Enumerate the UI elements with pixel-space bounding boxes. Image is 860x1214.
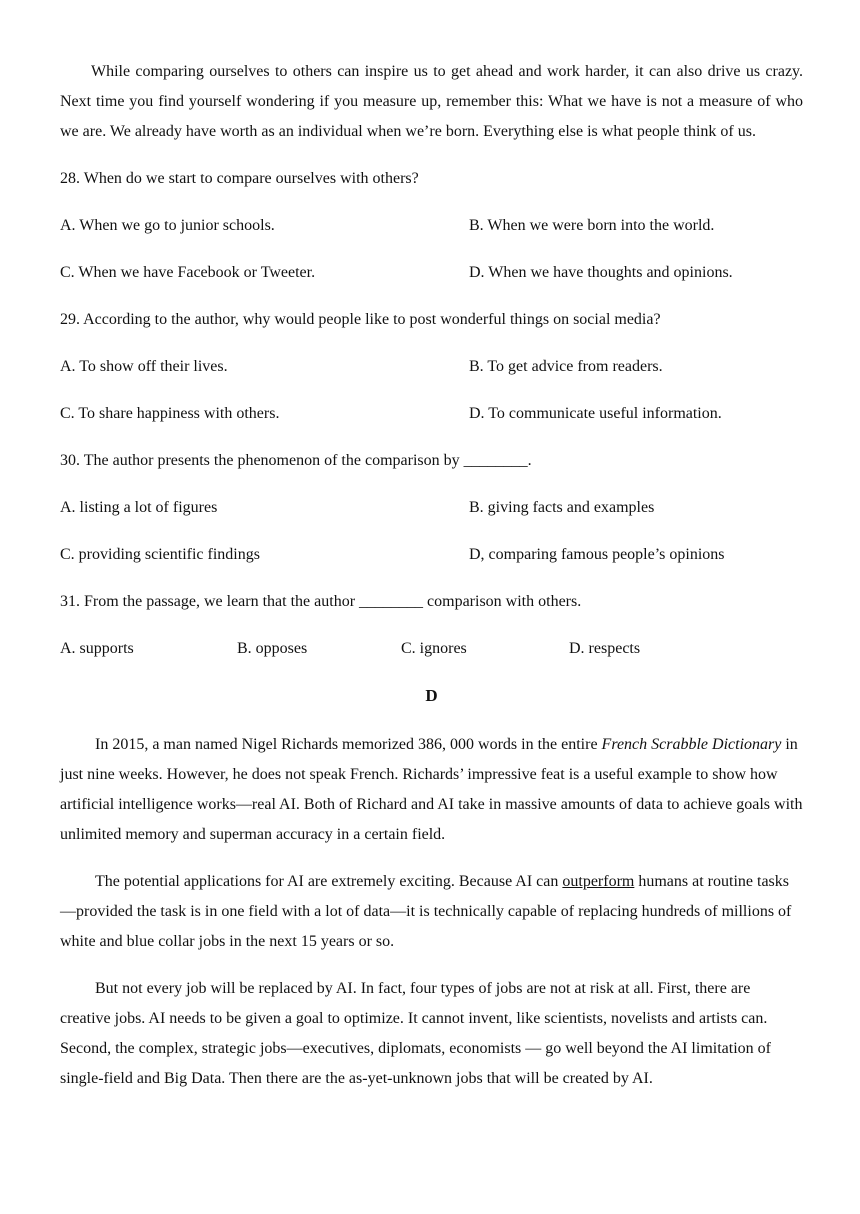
question-30-options-row2 bbox=[60, 540, 803, 570]
paragraph-1-text-a: In 2015, a man named Nigel Richards memorized 386, 000 words in the entire bbox=[95, 736, 602, 753]
paragraph-1-text-b: in just nine weeks. However, he does not speak French. Richards’ impressive feat is a useful example to show how artificial intelligence works—real AI. Both of Richard and AI take in massive amounts of data to achieve goals with unlimited memory and superman accuracy in a certain field. bbox=[60, 736, 803, 843]
underlined-word: outperform bbox=[562, 873, 635, 890]
option-30d: D, comparing famous people’s opinions bbox=[469, 546, 725, 563]
section-d-paragraph-3: But not every job will be replaced by AI. In fact, four types of jobs are not at risk at all. First, there are creative jobs. AI needs to be given a goal to optimize. It cannot invent, like scientists, novelists and artists can. Second, the complex, strategic jobs—executives, diplomats, economists — go well beyond the AI limitation of single-field and Big Data. Then there are the as-yet-unknown jobs that will be created by AI. bbox=[60, 980, 771, 1087]
option-31b: B. opposes bbox=[237, 640, 308, 657]
paragraph-2-text-a: The potential applications for AI are extremely exciting. Because AI can bbox=[95, 873, 563, 890]
question-30-options-row1 bbox=[60, 493, 803, 523]
option-29b: B. To get advice from readers. bbox=[469, 358, 663, 375]
option-29d: D. To communicate useful information. bbox=[469, 405, 722, 422]
option-28c: C. When we have Facebook or Tweeter. bbox=[60, 264, 316, 281]
section-d-paragraph-2 bbox=[60, 867, 803, 957]
option-28d: D. When we have thoughts and opinions. bbox=[469, 264, 733, 281]
section-d-paragraph-1 bbox=[60, 730, 803, 850]
question-30: 30. The author presents the phenomenon of the comparison by ________. bbox=[60, 452, 532, 469]
paragraph-2-text-b: humans at routine tasks—provided the task is in one field with a lot of data—it is technically capable of replacing hundreds of millions of white and blue collar jobs in the next 15 years or so. bbox=[60, 873, 792, 950]
question-29-options-row1 bbox=[60, 352, 803, 382]
option-31d: D. respects bbox=[569, 640, 641, 657]
option-30a: A. listing a lot of figures bbox=[60, 499, 218, 516]
option-29c: C. To share happiness with others. bbox=[60, 405, 280, 422]
question-31: 31. From the passage, we learn that the author ________ comparison with others. bbox=[60, 593, 582, 610]
intro-paragraph: While comparing ourselves to others can inspire us to get ahead and work harder, it can also drive us crazy. Next time you find yourself wondering if you measure up, remember this: What we have is not a measure of who we are. We already have worth as an individual when we’re born. Everything else is what people think of us. bbox=[60, 63, 803, 140]
option-31a: A. supports bbox=[60, 640, 134, 657]
section-title: D bbox=[425, 686, 438, 705]
option-31c: C. ignores bbox=[401, 640, 467, 657]
question-28-options-row2 bbox=[60, 258, 803, 288]
question-29-options-row2 bbox=[60, 399, 803, 429]
question-29: 29. According to the author, why would people like to post wonderful things on social media? bbox=[60, 311, 661, 328]
document-page bbox=[60, 57, 803, 1094]
question-31-options bbox=[60, 634, 803, 664]
question-28: 28. When do we start to compare ourselves with others? bbox=[60, 170, 419, 187]
question-28-options-row1 bbox=[60, 211, 803, 241]
dictionary-title: French Scrabble Dictionary bbox=[601, 736, 782, 753]
option-29a: A. To show off their lives. bbox=[60, 358, 228, 375]
option-28a: A. When we go to junior schools. bbox=[60, 217, 275, 234]
option-30b: B. giving facts and examples bbox=[469, 499, 655, 516]
option-28b: B. When we were born into the world. bbox=[469, 217, 715, 234]
option-30c: C. providing scientific findings bbox=[60, 546, 260, 563]
